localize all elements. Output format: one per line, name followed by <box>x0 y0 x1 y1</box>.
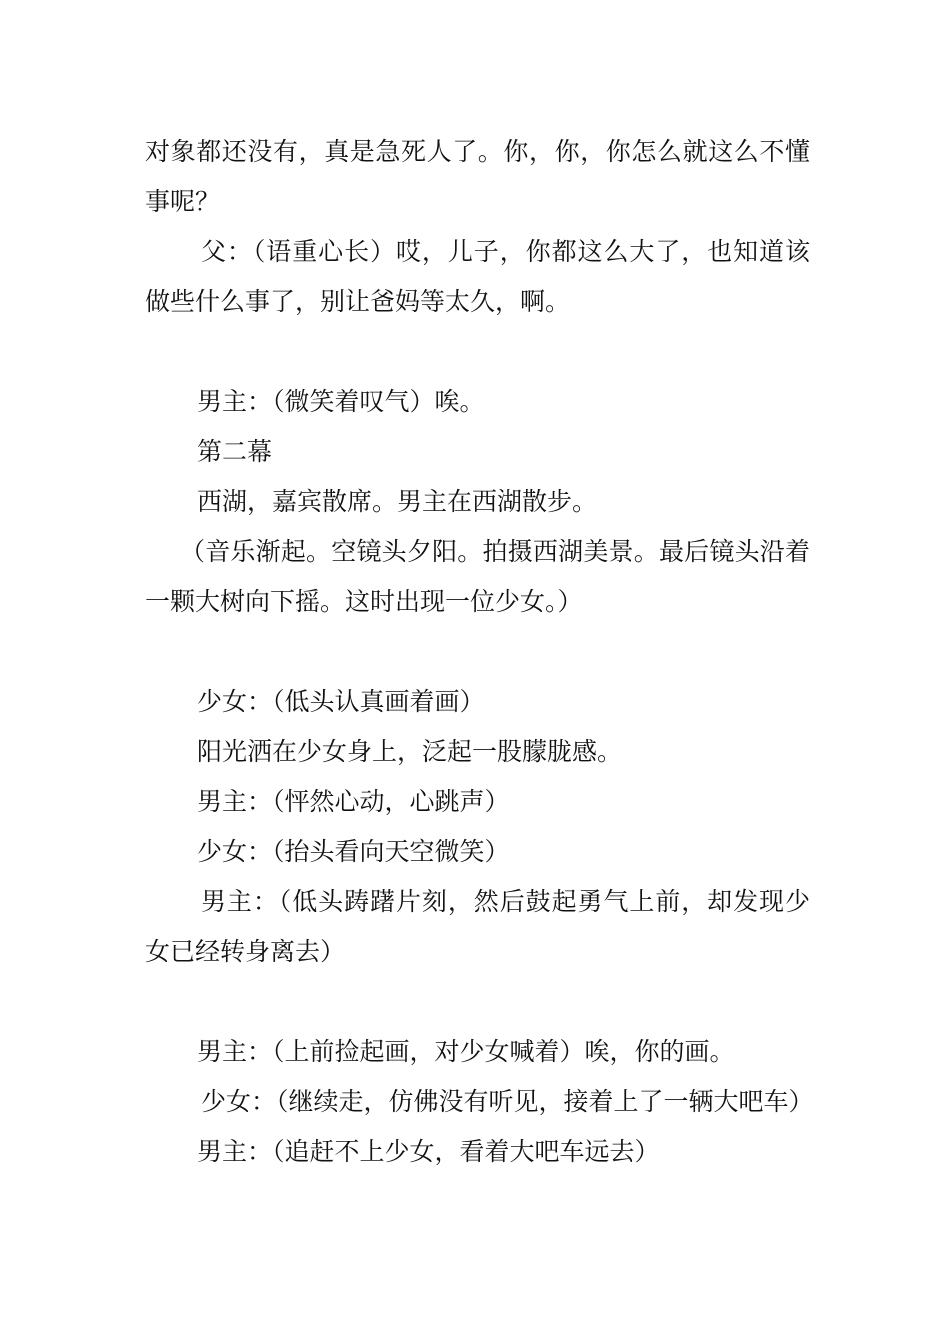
paragraph-girl-smile: 少女：（抬头看向天空微笑） <box>197 837 510 866</box>
blank-line <box>145 327 810 377</box>
paragraph-male-lead-hesitate: 男主：（低头踌躇片刻，然后鼓起勇气上前，却发现少女已经转身离去） <box>145 887 810 966</box>
blank-line <box>145 627 810 677</box>
blank-line <box>145 977 810 1027</box>
paragraph-father-line: 父：（语重心长）哎，儿子，你都这么大了，也知道该做些什么事了，别让爸妈等太久，啊。 <box>145 237 810 316</box>
paragraph-girl-leaves: 少女：（继续走，仿佛没有听见，接着上了一辆大吧车） <box>201 1087 814 1116</box>
document-page <box>145 127 814 1177</box>
paragraph-continuation: 对象都还没有，真是急死人了。你，你，你怎么就这么不懂事呢？ <box>145 137 810 216</box>
scene-setting: 西湖，嘉宾散席。男主在西湖散步。 <box>197 487 598 516</box>
paragraph-male-lead-heartbeat: 男主：（怦然心动，心跳声） <box>197 787 510 816</box>
paragraph-male-lead-chase: 男主：（追赶不上少女，看着大吧车远去） <box>197 1137 660 1166</box>
paragraph-male-lead-sigh: 男主：（微笑着叹气）唉。 <box>197 387 485 416</box>
paragraph-sunlight: 阳光洒在少女身上，泛起一股朦胧感。 <box>197 737 623 766</box>
paragraph-girl-drawing: 少女：（低头认真画着画） <box>197 687 485 716</box>
paragraph-male-lead-calls: 男主：（上前捡起画，对少女喊着）唉，你的画。 <box>197 1037 735 1066</box>
stage-direction: （音乐渐起。空镜头夕阳。拍摄西湖美景。最后镜头沿着一颗大树向下摇。这时出现一位少女。） <box>145 537 810 616</box>
scene-heading: 第二幕 <box>197 437 273 466</box>
